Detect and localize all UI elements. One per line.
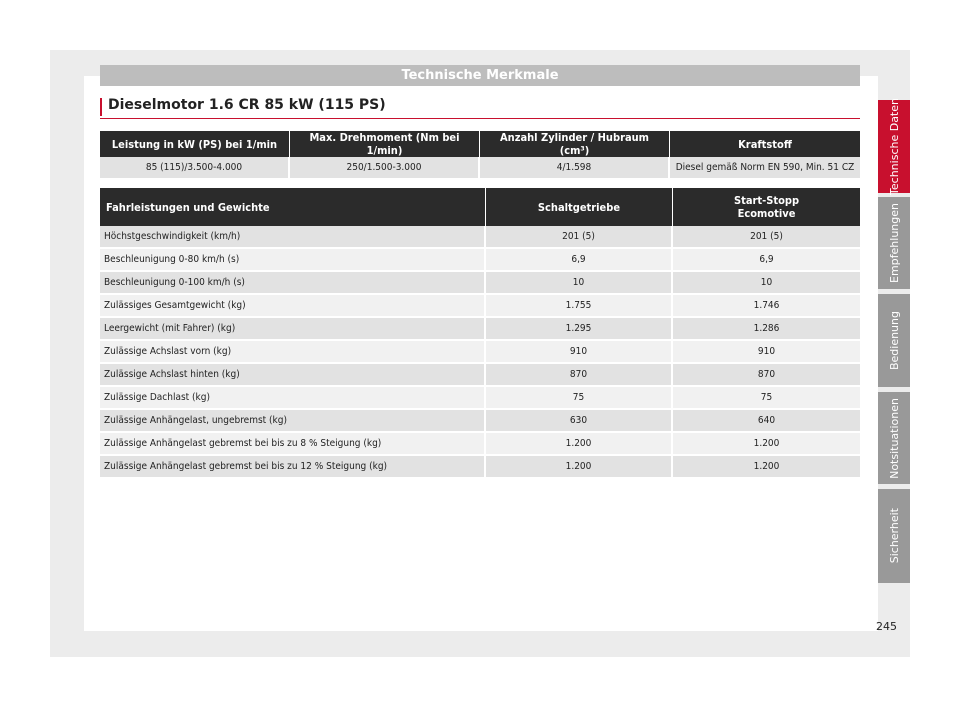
column-header-cylinders: Anzahl Zylinder / Hubraum (cm³) — [480, 131, 670, 157]
cell-start-stop: 75 — [673, 387, 860, 410]
cell-manual: 1.200 — [486, 433, 673, 456]
row-label: Höchstgeschwindigkeit (km/h) — [100, 226, 486, 249]
table-row — [100, 318, 860, 341]
table-row — [100, 364, 860, 387]
cell-start-stop: 910 — [673, 341, 860, 364]
engine-specs-table — [100, 131, 860, 180]
column-header-fuel: Kraftstoff — [670, 131, 860, 157]
ecomotive-label: Ecomotive — [737, 207, 796, 220]
table-row — [100, 456, 860, 479]
performance-weights-table — [100, 188, 860, 479]
cell-start-stop: 1.286 — [673, 318, 860, 341]
tab-label: Sicherheit — [887, 508, 901, 564]
cell-power: 85 (115)/3.500-4.000 — [100, 157, 290, 180]
engine-header-row — [100, 131, 860, 157]
page-number: 245 — [876, 620, 897, 633]
tab-label: Empfehlungen — [887, 203, 901, 283]
cell-manual: 1.200 — [486, 456, 673, 479]
cell-cylinders: 4/1.598 — [480, 157, 670, 180]
row-label: Zulässige Achslast vorn (kg) — [100, 341, 486, 364]
section-header: Technische Merkmale — [100, 65, 860, 86]
page-title: Dieselmotor 1.6 CR 85 kW (115 PS) — [108, 97, 386, 113]
tab-bedienung[interactable] — [878, 294, 910, 387]
column-header-power: Leistung in kW (PS) bei 1/min — [100, 131, 290, 157]
tab-label: Bedienung — [887, 310, 901, 371]
table-row — [100, 272, 860, 295]
tab-label: Notsituationen — [887, 397, 901, 479]
cell-start-stop: 201 (5) — [673, 226, 860, 249]
cell-torque: 250/1.500-3.000 — [290, 157, 480, 180]
start-stop-label: Start-Stopp — [733, 194, 800, 207]
table-row — [100, 249, 860, 272]
cell-manual: 10 — [486, 272, 673, 295]
tab-sicherheit[interactable] — [878, 489, 910, 583]
row-label: Zulässige Achslast hinten (kg) — [100, 364, 486, 387]
table-row — [100, 433, 860, 456]
cell-start-stop: 1.746 — [673, 295, 860, 318]
engine-data-row — [100, 157, 860, 180]
cell-manual: 6,9 — [486, 249, 673, 272]
cell-start-stop: 870 — [673, 364, 860, 387]
table-row — [100, 410, 860, 433]
row-label: Zulässige Anhängelast, ungebremst (kg) — [100, 410, 486, 433]
cell-manual: 910 — [486, 341, 673, 364]
cell-start-stop: 1.200 — [673, 456, 860, 479]
cell-start-stop: 640 — [673, 410, 860, 433]
row-label: Zulässige Dachlast (kg) — [100, 387, 486, 410]
row-label: Zulässige Anhängelast gebremst bei bis zu 12 % Steigung (kg) — [100, 456, 486, 479]
column-header-torque: Max. Drehmoment (Nm bei 1/min) — [290, 131, 480, 157]
table-row — [100, 295, 860, 318]
cell-start-stop: 1.200 — [673, 433, 860, 456]
performance-header-row — [100, 188, 860, 226]
row-label: Leergewicht (mit Fahrer) (kg) — [100, 318, 486, 341]
column-header-start-stop — [673, 188, 860, 226]
tab-notsituationen[interactable] — [878, 392, 910, 484]
table-row — [100, 341, 860, 364]
row-label: Zulässiges Gesamtgewicht (kg) — [100, 295, 486, 318]
table-row — [100, 387, 860, 410]
tab-empfehlungen[interactable] — [878, 197, 910, 289]
cell-manual: 201 (5) — [486, 226, 673, 249]
cell-manual: 1.755 — [486, 295, 673, 318]
cell-manual: 870 — [486, 364, 673, 387]
cell-start-stop: 6,9 — [673, 249, 860, 272]
row-label: Beschleunigung 0-80 km/h (s) — [100, 249, 486, 272]
cell-start-stop: 10 — [673, 272, 860, 295]
tab-label: Technische Daten — [887, 98, 901, 195]
table-row — [100, 226, 860, 249]
column-header-manual: Schaltgetriebe — [486, 188, 673, 226]
column-header-performance: Fahrleistungen und Gewichte — [100, 188, 486, 226]
row-label: Beschleunigung 0-100 km/h (s) — [100, 272, 486, 295]
cell-manual: 630 — [486, 410, 673, 433]
tab-technische-daten[interactable] — [878, 100, 910, 193]
cell-fuel: Diesel gemäß Norm EN 590, Min. 51 CZ — [670, 157, 860, 180]
cell-manual: 1.295 — [486, 318, 673, 341]
cell-manual: 75 — [486, 387, 673, 410]
title-accent-bar — [100, 98, 102, 116]
row-label: Zulässige Anhängelast gebremst bei bis zu 8 % Steigung (kg) — [100, 433, 486, 456]
title-underline — [100, 118, 860, 119]
